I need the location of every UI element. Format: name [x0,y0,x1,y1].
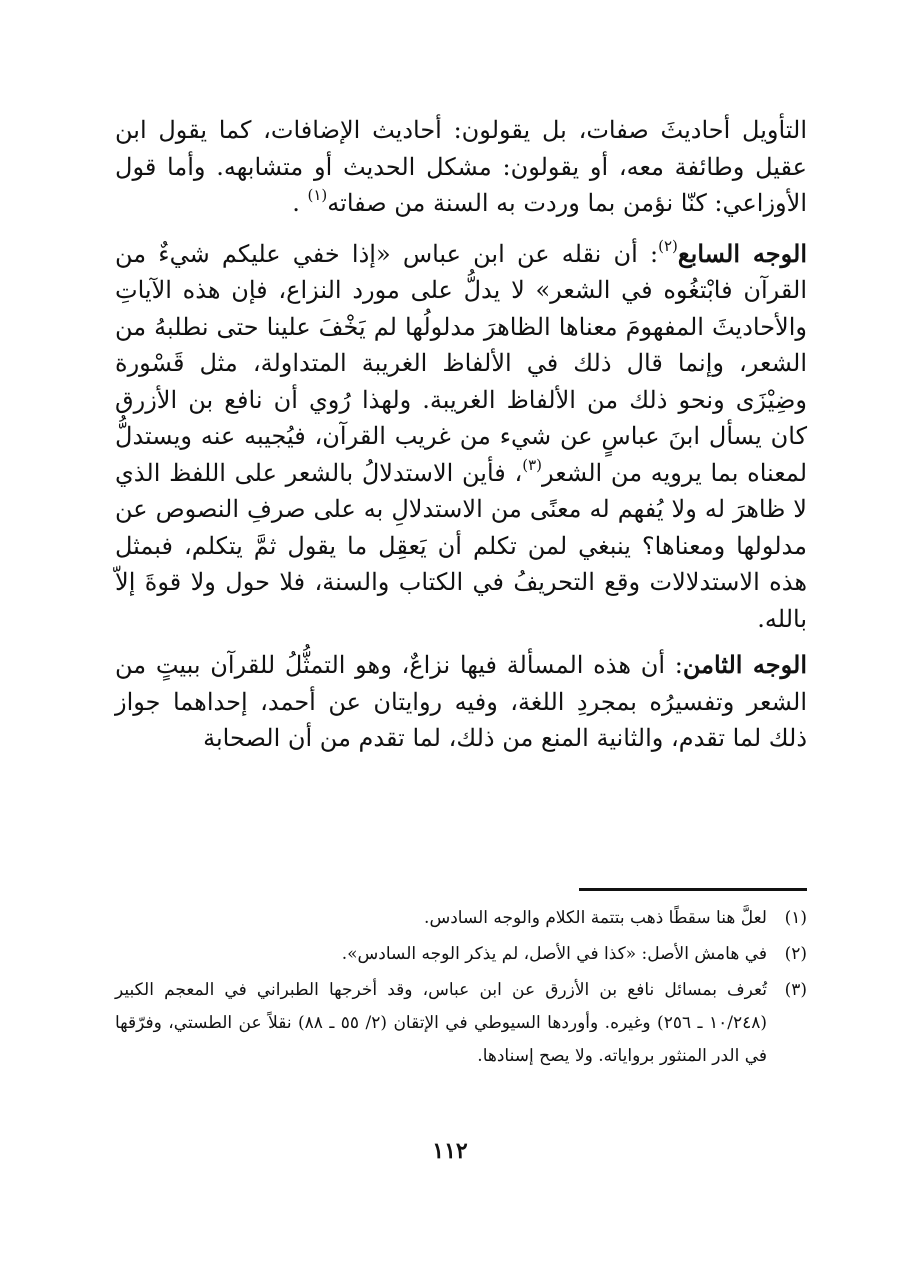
footnote-1 [115,902,807,935]
footnote-number-3: (٣) [784,980,807,1000]
paragraph-2-text-a: : أن نقله عن ابن عباس «إذا خفي عليكم شيءٌ من القرآن فابْتغُوه في الشعر» لا يدلُّ على مورد النزاع، فإن هذه الآياتِ والأحاديثَ المفهومَ معناها الظاهرَ مدلولُها لم يَخْفَ علينا حتى نطلبهُ من الشعر، وإنما قال ذلك في الألفاظ الغريبة المتداولة، مثل قَسْورة وضِيْزَى ونحو ذلك من الألفاظ الغريبة. ولهذا رُوي أن نافع بن الأزرق كان يسأل ابنَ عباسٍ عن شيء من غريب القرآن، فيُجيبه عنه ويستدلُّ لمعناه بما يرويه من الشعر [115,239,808,487]
page-number: ١١٢ [432,1138,468,1164]
footnote-separator [579,888,807,891]
paragraph-1-text: التأويل أحاديثَ صفات، بل يقولون: أحاديث الإضافات، كما يقول ابن عقيل وطائفة معه، أو يقولون: مشكل الحديث أو متشابهه. وأما قول الأوزاعي: كنّا نؤمن بما وردت به السنة من صفاته [115,116,807,217]
footnote-text-3: تُعرف بمسائل نافع بن الأزرق عن ابن عباس، وقد أخرجها الطبراني في المعجم الكبير (١٠/٢٤٨ ـ ٢٥٦) وغيره. وأوردها السيوطي في الإتقان (٢/ ٥٥ ـ ٨٨) نقلاً عن الطستي، وفرّقها في الدر المنثور برواياته. ولا يصح إسنادها. [115,980,767,1066]
paragraph-3 [115,647,807,757]
footnote-ref-1[interactable]: (١) [307,186,328,204]
paragraph-2 [115,236,807,638]
section-heading-seventh: الوجه السابع [677,238,808,268]
paragraph-2-text-b: ، فأين الاستدلالُ بالشعر على اللفظ الذي لا ظاهرَ له ولا يُفهم له معنًى من الاستدلالِ به على صرفِ النصوص عن مدلولها ومعناها؟ ينبغي لمن تكلم أن يَعقِل ما يقول ثمَّ يتكلم، فبمثل هذه الاستدلالات وقع التحريفُ في الكتاب والسنة، فلا حول ولا قوةَ إلاّ بالله. [115,458,807,633]
paragraph-1 [115,112,807,222]
footnote-number-2: (٢) [784,944,807,964]
section-heading-eighth: الوجه الثامن [682,650,807,679]
paragraph-1-end: . [292,189,300,217]
main-text [115,112,807,767]
footnote-2 [115,938,807,971]
footnote-number-1: (١) [784,908,807,928]
footnotes [115,902,807,1076]
paragraph-3-text: : أن هذه المسألة فيها نزاعٌ، وهو التمثُّلُ للقرآن ببيتٍ من الشعر وتفسيرُه بمجردِ اللغة، وفيه روايتان عن أحمد، إحداهما جواز ذلك لما تقدم، والثانية المنع من ذلك، لما تقدم من أن الصحابة [115,651,807,752]
footnote-text-1: لعلَّ هنا سقطًا ذهب بتتمة الكلام والوجه السادس. [424,908,767,928]
footnote-ref-3[interactable]: (٣) [522,455,542,474]
footnote-text-2: في هامش الأصل: «كذا في الأصل، لم يذكر الوجه السادس». [341,944,767,964]
footnote-ref-2[interactable]: (٢) [658,236,678,255]
footnote-3 [115,974,807,1073]
